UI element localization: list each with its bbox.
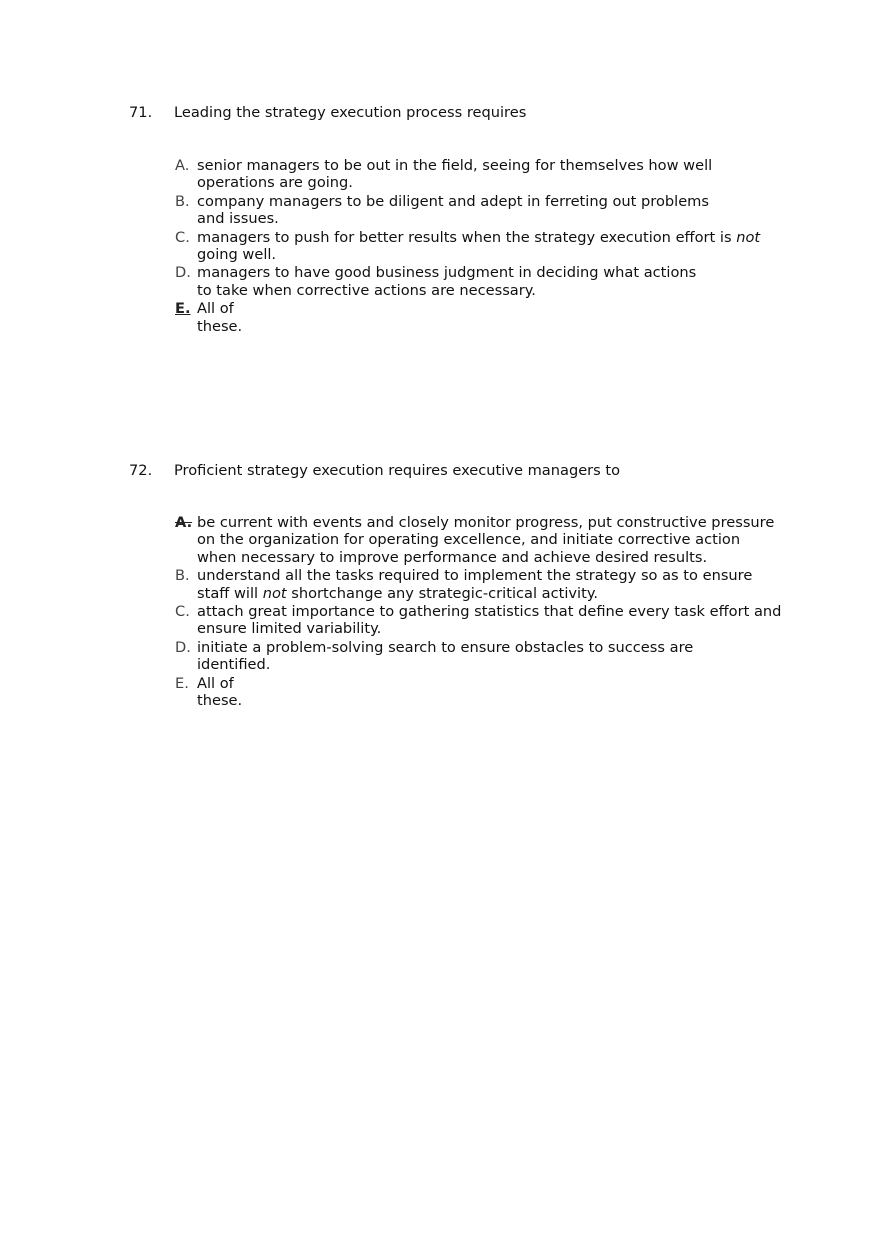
- answer-option-e: [0, 675, 880, 710]
- answer-option-b: [0, 193, 880, 228]
- option-text: All of these.: [197, 674, 243, 710]
- question-number: 72.: [129, 462, 153, 479]
- option-letter-correct: A.: [175, 514, 193, 531]
- option-letter: A.: [175, 157, 190, 174]
- answer-option-a: [0, 157, 880, 192]
- option-text: company managers to be diligent and adept in ferreting out problems and issues.: [197, 192, 710, 228]
- option-text: initiate a problem-solving search to ensure obstacles to success are identified.: [197, 638, 694, 674]
- answer-option-c: [0, 229, 880, 264]
- answer-option-a: [0, 514, 880, 566]
- answer-option-e: [0, 300, 880, 335]
- answer-option-c: [0, 603, 880, 638]
- question-header: [0, 104, 880, 122]
- answer-option-b: [0, 567, 880, 602]
- option-letter: C.: [175, 228, 190, 246]
- option-letter: C.: [175, 603, 190, 621]
- question-72: [0, 462, 880, 710]
- option-text-emphasis: not: [736, 228, 761, 246]
- question-number: 71.: [129, 104, 153, 121]
- answer-option-d: [0, 639, 880, 674]
- answer-options: [0, 157, 880, 335]
- option-letter: D.: [175, 264, 191, 282]
- option-letter-correct: E.: [175, 300, 191, 318]
- option-text: attach great importance to gathering statistics that define every task effort and ensure limited variability.: [197, 603, 782, 638]
- answer-options: [0, 514, 880, 709]
- option-text-part: managers to push for better results when the strategy execution effort is: [197, 228, 737, 246]
- answer-option-d: [0, 264, 880, 299]
- option-letter: B.: [175, 192, 190, 210]
- question-stem: Proficient strategy execution requires executive managers to: [174, 462, 621, 479]
- option-text-part: shortchange any strategic-critical activity.: [286, 584, 599, 602]
- option-letter: B.: [175, 567, 190, 585]
- option-letter: E.: [175, 674, 189, 692]
- option-text-part: understand all the tasks required to implement the strategy so as to ensure staff will: [197, 567, 753, 602]
- option-letter: D.: [175, 638, 191, 656]
- question-71: [0, 104, 880, 336]
- option-text: [197, 229, 782, 264]
- question-stem: Leading the strategy execution process requires: [174, 104, 527, 121]
- option-text: [197, 567, 777, 602]
- option-text-emphasis: not: [262, 584, 287, 602]
- option-text: All of these.: [197, 300, 243, 335]
- option-text: be current with events and closely monitor progress, put constructive pressure on the organization for operating excellence, and initiate corrective action when necessary to improve performance and achieve desired results.: [197, 514, 775, 566]
- question-header: [0, 462, 880, 480]
- option-text: managers to have good business judgment in deciding what actions to take when corrective actions are necessary.: [197, 264, 697, 299]
- option-text-part: going well.: [197, 246, 277, 264]
- option-text: senior managers to be out in the field, seeing for themselves how well operations are going.: [197, 157, 713, 192]
